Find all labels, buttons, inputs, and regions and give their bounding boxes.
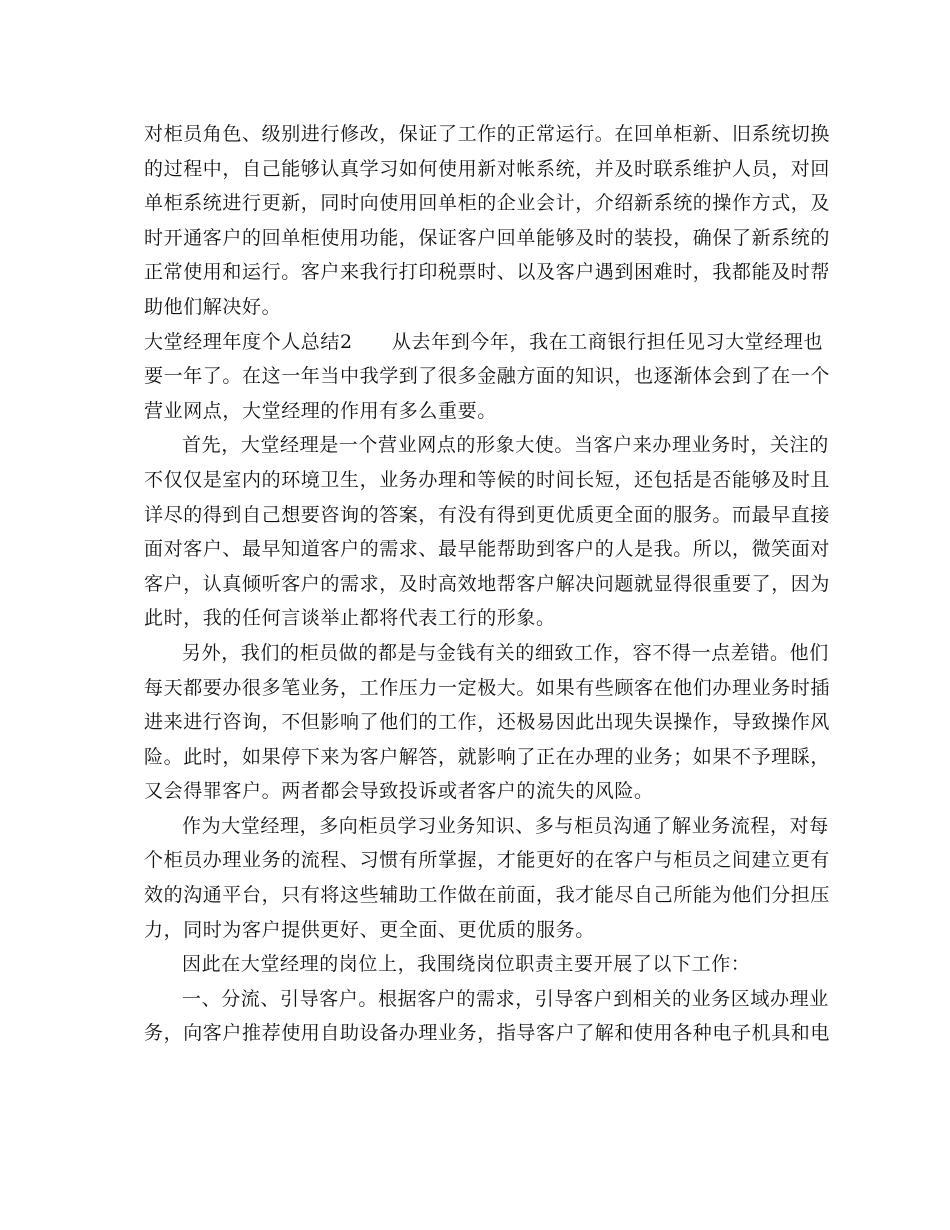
text-line: 助他们解决好。 — [144, 295, 282, 318]
text-line: 效的沟通平台，只有将这些辅助工作做在前面，我才能尽自己所能为他们分担压 — [144, 884, 831, 907]
text-line: 时开通客户的回单柜使用功能，保证客户回单能够及时的装投，确保了新系统的 — [144, 226, 831, 249]
text-line: 单柜系统进行更新，同时向使用回单柜的企业会计，介绍新系统的操作方式，及 — [144, 192, 831, 215]
text-line: 首先，大堂经理是一个营业网点的形象大使。当客户来办理业务时，关注的 — [182, 434, 829, 457]
text-line: 不仅仅是室内的环境卫生，业务办理和等候的时间长短，还包括是否能够及时且 — [144, 468, 831, 491]
text-line: 进来进行咨询，不但影响了他们的工作，还极易因此出现失误操作，导致操作风 — [144, 711, 831, 734]
text-line: 一、分流、引导客户。根据客户的需求，引导客户到相关的业务区域办理业 — [182, 987, 829, 1010]
text-line: 险。此时，如果停下来为客户解答，就影响了正在办理的业务；如果不予理睬， — [144, 745, 831, 768]
text-line: 面对客户、最早知道客户的需求、最早能帮助到客户的人是我。所以，微笑面对 — [144, 538, 831, 561]
text-line: 详尽的得到自己想要咨询的答案，有没有得到更优质更全面的服务。而最早直接 — [144, 503, 831, 526]
text-line: 客户，认真倾听客户的需求，及时高效地帮客户解决问题就显得很重要了，因为 — [144, 572, 831, 595]
text-line: 此时，我的任何言谈举止都将代表工行的形象。 — [144, 607, 556, 630]
text-line: 力，同时为客户提供更好、更全面、更优质的服务。 — [144, 918, 595, 941]
text-line: 个柜员办理业务的流程、习惯有所掌握，才能更好的在客户与柜员之间建立更有 — [144, 849, 831, 872]
text-line: 对柜员角色、级别进行修改，保证了工作的正常运行。在回单柜新、旧系统切换 — [144, 123, 831, 145]
text-line: 每天都要办很多笔业务，工作压力一定极大。如果有些顾客在他们办理业务时插 — [144, 676, 831, 699]
text-line: 作为大堂经理，多向柜员学习业务知识、多与柜员沟通了解业务流程，对每 — [182, 814, 829, 837]
document-body — [144, 117, 831, 1051]
text-line: 又会得罪客户。两者都会导致投诉或者客户的流失的风险。 — [144, 780, 654, 803]
text-line: 另外，我们的柜员做的都是与金钱有关的细致工作，容不得一点差错。他们 — [182, 641, 829, 664]
text-line: 的过程中，自己能够认真学习如何使用新对帐系统，并及时联系维护人员，对回 — [144, 157, 831, 180]
text-line: 要一年了。在这一年当中我学到了很多金融方面的知识，也逐渐体会到了在一个 — [144, 365, 831, 388]
text-line: 营业网点，大堂经理的作用有多么重要。 — [144, 399, 497, 422]
text-line: 大堂经理年度个人总结2 从去年到今年，我在工商银行担任见习大堂经理也 — [144, 330, 824, 353]
text-line: 因此在大堂经理的岗位上，我围绕岗位职责主要开展了以下工作： — [182, 953, 751, 976]
text-line: 正常使用和运行。客户来我行打印税票时、以及客户遇到困难时，我都能及时帮 — [144, 261, 831, 284]
text-line: 务，向客户推荐使用自助设备办理业务，指导客户了解和使用各种电子机具和电 — [144, 1022, 831, 1045]
